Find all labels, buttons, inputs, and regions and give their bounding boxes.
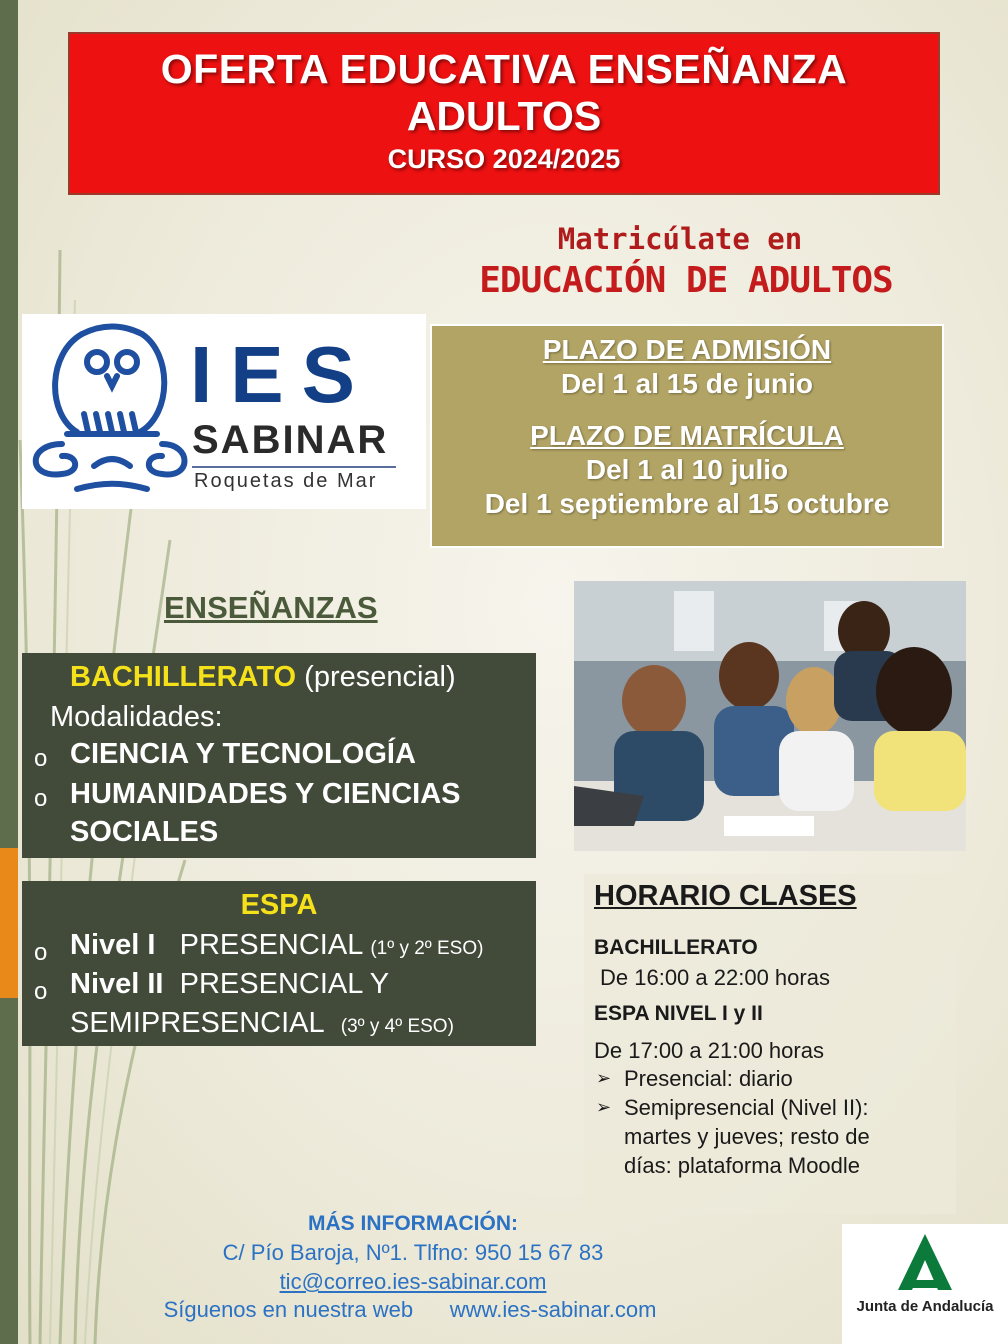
logo-city-text: Roquetas de Mar bbox=[194, 470, 378, 492]
students-photo bbox=[574, 581, 966, 851]
course-year: CURSO 2024/2025 bbox=[387, 144, 621, 174]
enrollment-period-label: PLAZO DE MATRÍCULA bbox=[530, 420, 844, 451]
arrow-bullet-icon: ➢ bbox=[596, 1097, 612, 1117]
programs-title: ENSEÑANZAS bbox=[164, 590, 378, 625]
title-banner bbox=[68, 32, 940, 195]
level-2-courses: (3º y 4º ESO) bbox=[340, 1016, 454, 1037]
admission-period-label: PLAZO DE ADMISIÓN bbox=[542, 334, 832, 365]
level-2-mode: PRESENCIAL Y bbox=[179, 968, 390, 1000]
level-2-label: Nivel II bbox=[70, 968, 164, 1000]
espa-panel bbox=[22, 881, 536, 1046]
modality-item: HUMANIDADES Y CIENCIAS bbox=[70, 778, 461, 810]
schedule-bullet-1: Presencial: diario bbox=[624, 1066, 793, 1091]
schedule-box bbox=[584, 874, 956, 1214]
title-line-1: OFERTA EDUCATIVA ENSEÑANZA bbox=[160, 46, 848, 92]
owl-icon bbox=[22, 314, 192, 504]
level-1-courses: (1º y 2º ESO) bbox=[370, 938, 484, 959]
bullet-circle-icon: o bbox=[34, 745, 48, 772]
schedule-bullet-2: Semipresencial (Nivel II): bbox=[624, 1095, 869, 1120]
enrollment-dates-1: Del 1 al 10 julio bbox=[585, 454, 789, 485]
admission-period-dates: Del 1 al 15 de junio bbox=[560, 368, 814, 399]
adult-education-headline: EDUCACIÓN DE ADULTOS bbox=[479, 260, 893, 301]
enroll-headline: Matricúlate en bbox=[557, 222, 803, 256]
bachillerato-name: BACHILLERATO bbox=[70, 661, 297, 693]
logo-sabinar-text: SABINAR bbox=[192, 418, 389, 462]
espa-level-1 bbox=[70, 929, 483, 962]
schedule-bach-hours: De 16:00 a 22:00 horas bbox=[600, 965, 830, 990]
bachillerato-heading bbox=[70, 661, 456, 694]
logo-divider bbox=[192, 466, 396, 468]
junta-logo bbox=[842, 1224, 1008, 1344]
bullet-circle-icon: o bbox=[34, 978, 48, 1005]
schedule-bullet-2-cont: días: plataforma Moodle bbox=[624, 1153, 861, 1178]
bullet-circle-icon: o bbox=[34, 785, 48, 812]
modality-item: CIENCIA Y TECNOLOGÍA bbox=[70, 738, 416, 770]
schedule-bach-label: BACHILLERATO bbox=[594, 936, 758, 959]
modalities-label: Modalidades: bbox=[50, 701, 223, 733]
enrollment-dates-2: Del 1 septiembre al 15 octubre bbox=[484, 488, 890, 519]
espa-level-2-continued bbox=[70, 1007, 454, 1040]
schedule-title: HORARIO CLASES bbox=[594, 880, 857, 912]
level-1-label: Nivel I bbox=[70, 929, 156, 961]
contact-address: C/ Pío Baroja, Nº1. Tlfno: 950 15 67 83 bbox=[222, 1240, 604, 1265]
modality-item-continued: SOCIALES bbox=[70, 816, 219, 848]
bachillerato-panel bbox=[22, 653, 536, 858]
schedule-espa-hours: De 17:00 a 21:00 horas bbox=[594, 1038, 824, 1063]
arrow-bullet-icon: ➢ bbox=[596, 1068, 612, 1088]
website-link[interactable]: www.ies-sabinar.com bbox=[449, 1297, 657, 1322]
junta-name: Junta de Andalucía bbox=[856, 1298, 994, 1315]
website-label: Síguenos en nuestra web bbox=[163, 1297, 414, 1322]
email-link[interactable]: tic@correo.ies-sabinar.com bbox=[279, 1269, 547, 1294]
level-1-mode: PRESENCIAL bbox=[179, 929, 363, 961]
more-info-title: MÁS INFORMACIÓN: bbox=[308, 1212, 518, 1235]
logo-ies-text: IES bbox=[190, 330, 373, 419]
level-2-mode-cont: SEMIPRESENCIAL bbox=[70, 1007, 325, 1039]
schedule-espa-label: ESPA NIVEL I y II bbox=[594, 1002, 763, 1025]
schedule-bullet-2-cont: martes y jueves; resto de bbox=[624, 1124, 870, 1149]
espa-level-2 bbox=[70, 968, 389, 1001]
bachillerato-mode: (presencial) bbox=[304, 661, 456, 693]
deadlines-box bbox=[430, 324, 944, 548]
bullet-circle-icon: o bbox=[34, 939, 48, 966]
junta-a-icon bbox=[842, 1224, 1008, 1298]
title-line-2: ADULTOS bbox=[406, 93, 602, 139]
website-row bbox=[110, 1297, 710, 1323]
email-row bbox=[100, 1269, 726, 1295]
espa-heading: ESPA bbox=[240, 889, 318, 921]
